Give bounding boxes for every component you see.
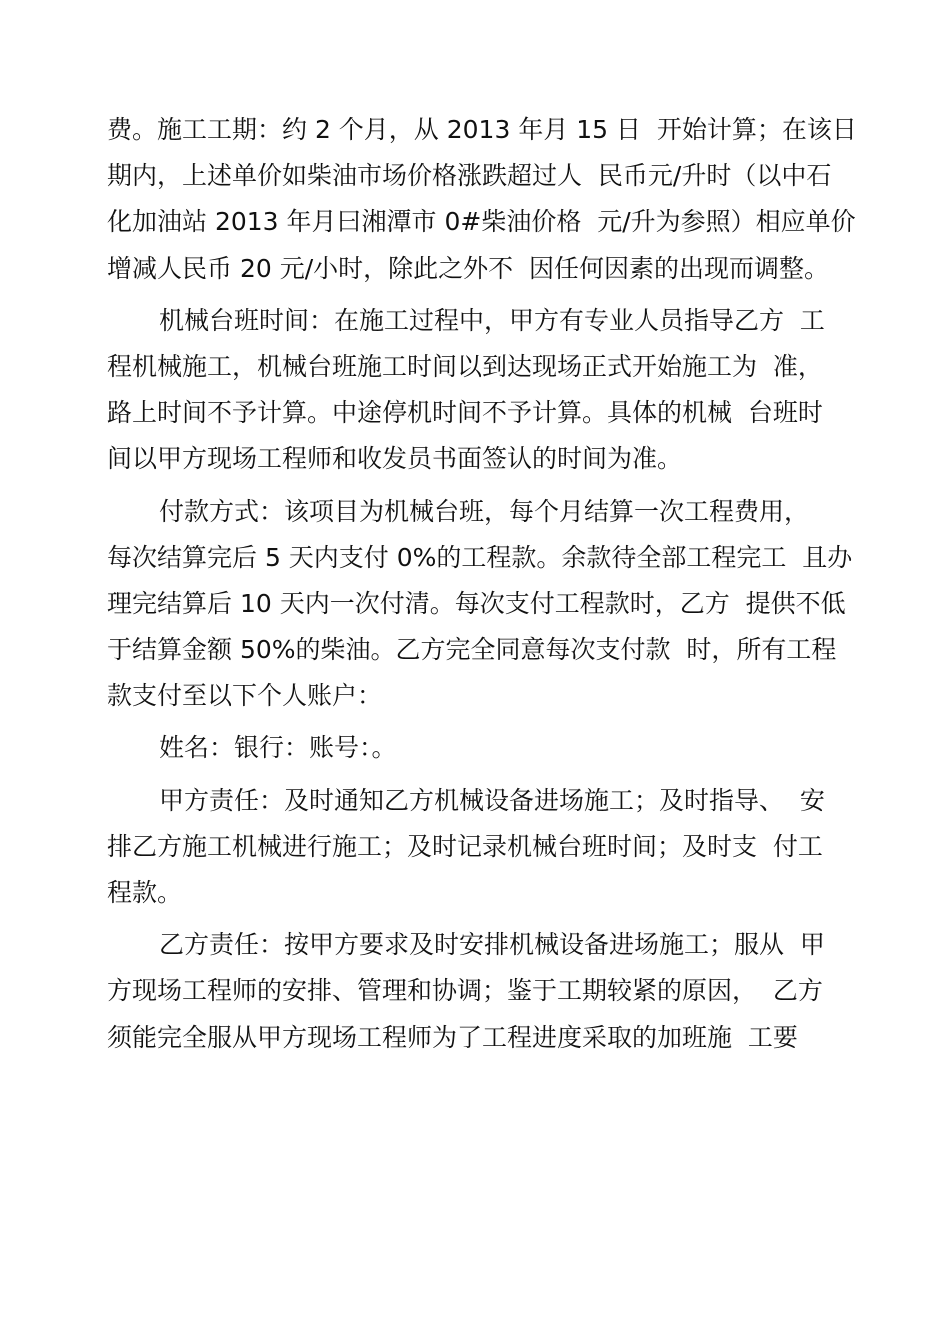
- paragraph-payment-method: [107, 496, 862, 727]
- paragraph-account-info: [107, 732, 862, 778]
- text-line: 期内，上述单价如柴油市场价格涨跌超过人 民币元/升时（以中石: [107, 161, 832, 191]
- text-line: 理完结算后 10 天内一次付清。每次支付工程款时，乙方 提供不低: [107, 588, 846, 618]
- text-line: 须能完全服从甲方现场工程师为了工程进度采取的加班施 工要: [107, 1022, 798, 1052]
- paragraph-machine-shift-time: [107, 305, 862, 490]
- text-line: 间以甲方现场工程师和收发员书面签认的时间为准。: [107, 444, 683, 474]
- text-line: 程机械施工，机械台班施工时间以到达现场正式开始施工为 准，: [107, 351, 823, 381]
- text-line: 每次结算完后 5 天内支付 0%的工程款。余款待全部工程完工 且办: [107, 542, 853, 572]
- text-line: 程款。: [107, 878, 183, 907]
- text-line: 姓名：银行：账号：。: [159, 733, 397, 763]
- text-line: 排乙方施工机械进行施工；及时记录机械台班时间；及时支 付工: [107, 831, 823, 861]
- paragraph-party-b-duties: [107, 929, 862, 1068]
- text-line: 机械台班时间：在施工过程中，甲方有专业人员指导乙方 工: [159, 305, 825, 335]
- text-line: 乙方责任：按甲方要求及时安排机械设备进场施工；服从 甲: [159, 930, 825, 960]
- text-line: 款支付至以下个人账户：: [107, 681, 383, 711]
- text-line: 增减人民币 20 元/小时，除此之外不 因任何因素的出现而调整。: [107, 253, 830, 283]
- text-line: 付款方式：该项目为机械台班，每个月结算一次工程费用，: [159, 496, 810, 526]
- paragraph-party-a-duties: [107, 785, 862, 924]
- text-line: 化加油站 2013 年月曰湘潭市 0#柴油价格 元/升为参照）相应单价: [107, 207, 856, 237]
- text-line: 方现场工程师的安排、管理和协调；鉴于工期较紧的原因， 乙方: [107, 976, 823, 1006]
- document-body: [107, 114, 862, 1068]
- text-line: 费。施工工期：约 2 个月，从 2013 年月 15 日 开始计算；在该日: [107, 115, 857, 144]
- paragraph-construction-period: [107, 114, 862, 299]
- text-line: 路上时间不予计算。中途停机时间不予计算。具体的机械 台班时: [107, 398, 823, 428]
- text-line: 甲方责任：及时通知乙方机械设备进场施工；及时指导、 安: [159, 785, 825, 815]
- text-line: 于结算金额 50%的柴油。乙方完全同意每次支付款 时，所有工程: [107, 635, 837, 665]
